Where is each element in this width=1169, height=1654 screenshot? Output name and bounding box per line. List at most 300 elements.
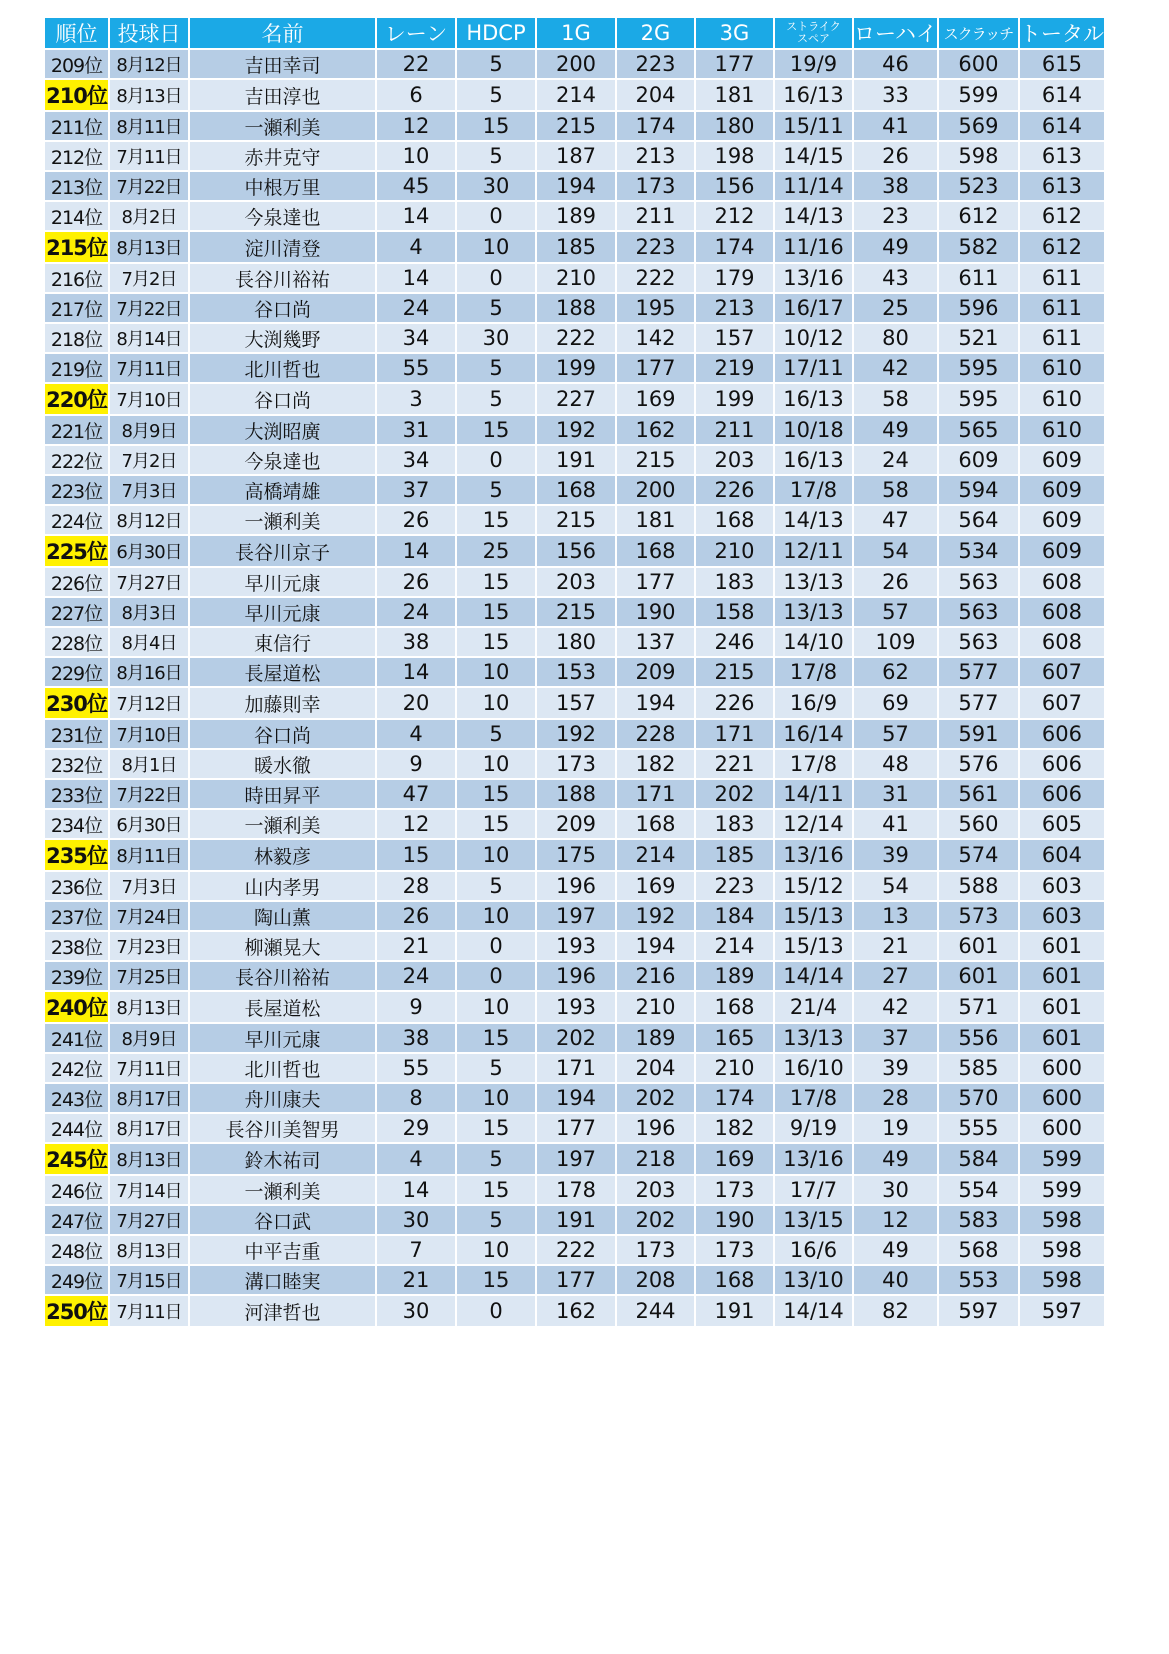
strike-spare-cell: 9/19: [775, 1114, 852, 1142]
game-2-cell: 192: [617, 902, 694, 930]
game-2-cell: 173: [617, 1236, 694, 1264]
game-1-cell: 197: [537, 902, 615, 930]
total-cell: 611: [1020, 324, 1104, 352]
game-1-cell: 197: [537, 1144, 615, 1174]
table-row: [45, 416, 1104, 444]
rank-cell: 243位: [45, 1084, 108, 1112]
hdcp-cell: 15: [457, 780, 535, 808]
low-high-cell: 31: [854, 780, 937, 808]
strike-spare-cell: 11/14: [775, 172, 852, 200]
game-3-cell: 174: [696, 232, 773, 262]
lane-cell: 10: [377, 142, 455, 170]
hdcp-cell: 15: [457, 1266, 535, 1294]
total-cell: 600: [1020, 1054, 1104, 1082]
game-2-cell: 214: [617, 840, 694, 870]
name-cell: 暖水徹: [190, 750, 375, 778]
game-2-cell: 162: [617, 416, 694, 444]
scratch-cell: 534: [939, 536, 1018, 566]
table-row: [45, 476, 1104, 504]
game-3-cell: 223: [696, 872, 773, 900]
hdcp-cell: 5: [457, 476, 535, 504]
hdcp-cell: 10: [457, 902, 535, 930]
lane-cell: 14: [377, 1176, 455, 1204]
date-cell: 8月9日: [110, 416, 188, 444]
date-cell: 8月11日: [110, 840, 188, 870]
rank-cell: 214位: [45, 202, 108, 230]
table-row: [45, 902, 1104, 930]
game-3-cell: 168: [696, 506, 773, 534]
game-3-cell: 182: [696, 1114, 773, 1142]
game-2-cell: 203: [617, 1176, 694, 1204]
name-cell: 加藤則幸: [190, 688, 375, 718]
rank-cell: 244位: [45, 1114, 108, 1142]
low-high-cell: 39: [854, 840, 937, 870]
scratch-cell: 576: [939, 750, 1018, 778]
date-cell: 7月15日: [110, 1266, 188, 1294]
total-cell: 614: [1020, 112, 1104, 140]
game-1-cell: 153: [537, 658, 615, 686]
lane-cell: 34: [377, 324, 455, 352]
header-game-1: 1G: [537, 18, 615, 48]
lane-cell: 26: [377, 902, 455, 930]
game-2-cell: 213: [617, 142, 694, 170]
game-1-cell: 196: [537, 872, 615, 900]
scratch-cell: 582: [939, 232, 1018, 262]
name-cell: 河津哲也: [190, 1296, 375, 1326]
game-3-cell: 226: [696, 476, 773, 504]
low-high-cell: 82: [854, 1296, 937, 1326]
lane-cell: 30: [377, 1206, 455, 1234]
name-cell: 長谷川京子: [190, 536, 375, 566]
name-cell: 谷口尚: [190, 384, 375, 414]
name-cell: 長谷川裕祐: [190, 962, 375, 990]
low-high-cell: 58: [854, 476, 937, 504]
name-cell: 早川元康: [190, 568, 375, 596]
hdcp-cell: 10: [457, 750, 535, 778]
rank-cell: 232位: [45, 750, 108, 778]
date-cell: 8月13日: [110, 80, 188, 110]
table-row: [45, 872, 1104, 900]
game-1-cell: 156: [537, 536, 615, 566]
total-cell: 600: [1020, 1114, 1104, 1142]
game-1-cell: 215: [537, 112, 615, 140]
rank-cell: 215位: [45, 232, 108, 262]
scratch-cell: 563: [939, 598, 1018, 626]
header-spare: スペア: [797, 32, 830, 45]
scratch-cell: 601: [939, 962, 1018, 990]
table-row: [45, 658, 1104, 686]
header-strike-spare: [775, 18, 852, 48]
game-1-cell: 187: [537, 142, 615, 170]
date-cell: 8月1日: [110, 750, 188, 778]
game-1-cell: 175: [537, 840, 615, 870]
game-3-cell: 189: [696, 962, 773, 990]
table-row: [45, 264, 1104, 292]
lane-cell: 21: [377, 1266, 455, 1294]
total-cell: 608: [1020, 628, 1104, 656]
game-3-cell: 183: [696, 568, 773, 596]
low-high-cell: 25: [854, 294, 937, 322]
game-1-cell: 215: [537, 598, 615, 626]
game-3-cell: 214: [696, 932, 773, 960]
scratch-cell: 588: [939, 872, 1018, 900]
name-cell: 淀川清登: [190, 232, 375, 262]
low-high-cell: 39: [854, 1054, 937, 1082]
lane-cell: 26: [377, 568, 455, 596]
rank-cell: 227位: [45, 598, 108, 626]
date-cell: 6月30日: [110, 536, 188, 566]
name-cell: 舟川康夫: [190, 1084, 375, 1112]
total-cell: 609: [1020, 506, 1104, 534]
rank-cell: 236位: [45, 872, 108, 900]
table-row: [45, 50, 1104, 78]
hdcp-cell: 0: [457, 264, 535, 292]
total-cell: 612: [1020, 232, 1104, 262]
game-2-cell: 169: [617, 872, 694, 900]
game-2-cell: 210: [617, 992, 694, 1022]
table-row: [45, 1084, 1104, 1112]
game-3-cell: 157: [696, 324, 773, 352]
game-3-cell: 177: [696, 50, 773, 78]
scratch-cell: 598: [939, 142, 1018, 170]
low-high-cell: 62: [854, 658, 937, 686]
name-cell: 長谷川美智男: [190, 1114, 375, 1142]
game-2-cell: 177: [617, 354, 694, 382]
total-cell: 614: [1020, 80, 1104, 110]
scratch-cell: 612: [939, 202, 1018, 230]
game-3-cell: 226: [696, 688, 773, 718]
scratch-cell: 553: [939, 1266, 1018, 1294]
hdcp-cell: 0: [457, 446, 535, 474]
scratch-cell: 570: [939, 1084, 1018, 1112]
lane-cell: 31: [377, 416, 455, 444]
game-2-cell: 244: [617, 1296, 694, 1326]
low-high-cell: 49: [854, 1236, 937, 1264]
name-cell: 今泉達也: [190, 202, 375, 230]
hdcp-cell: 15: [457, 112, 535, 140]
lane-cell: 37: [377, 476, 455, 504]
strike-spare-cell: 13/16: [775, 840, 852, 870]
scratch-cell: 595: [939, 384, 1018, 414]
table-row: [45, 932, 1104, 960]
total-cell: 605: [1020, 810, 1104, 838]
game-2-cell: 228: [617, 720, 694, 748]
total-cell: 601: [1020, 962, 1104, 990]
game-1-cell: 196: [537, 962, 615, 990]
scratch-cell: 597: [939, 1296, 1018, 1326]
game-1-cell: 157: [537, 688, 615, 718]
low-high-cell: 28: [854, 1084, 937, 1112]
scratch-cell: 554: [939, 1176, 1018, 1204]
hdcp-cell: 10: [457, 1236, 535, 1264]
scratch-cell: 521: [939, 324, 1018, 352]
low-high-cell: 41: [854, 112, 937, 140]
game-2-cell: 218: [617, 1144, 694, 1174]
lane-cell: 12: [377, 810, 455, 838]
date-cell: 7月11日: [110, 1054, 188, 1082]
name-cell: 柳瀬晃大: [190, 932, 375, 960]
hdcp-cell: 15: [457, 1176, 535, 1204]
strike-spare-cell: 17/7: [775, 1176, 852, 1204]
scratch-cell: 556: [939, 1024, 1018, 1052]
hdcp-cell: 15: [457, 568, 535, 596]
header-game-2: 2G: [617, 18, 694, 48]
strike-spare-cell: 21/4: [775, 992, 852, 1022]
table-row: [45, 294, 1104, 322]
total-cell: 607: [1020, 658, 1104, 686]
low-high-cell: 27: [854, 962, 937, 990]
name-cell: 赤井克守: [190, 142, 375, 170]
game-2-cell: 142: [617, 324, 694, 352]
game-2-cell: 174: [617, 112, 694, 140]
game-2-cell: 208: [617, 1266, 694, 1294]
total-cell: 607: [1020, 688, 1104, 718]
low-high-cell: 19: [854, 1114, 937, 1142]
hdcp-cell: 5: [457, 1144, 535, 1174]
date-cell: 8月14日: [110, 324, 188, 352]
low-high-cell: 40: [854, 1266, 937, 1294]
game-3-cell: 183: [696, 810, 773, 838]
name-cell: 長屋道松: [190, 992, 375, 1022]
table-row: [45, 1144, 1104, 1174]
rank-cell: 218位: [45, 324, 108, 352]
total-cell: 601: [1020, 992, 1104, 1022]
strike-spare-cell: 15/12: [775, 872, 852, 900]
rank-cell: 219位: [45, 354, 108, 382]
game-1-cell: 188: [537, 780, 615, 808]
table-row: [45, 1176, 1104, 1204]
header-hdcp: HDCP: [457, 18, 535, 48]
name-cell: 中根万里: [190, 172, 375, 200]
scratch-cell: 560: [939, 810, 1018, 838]
strike-spare-cell: 13/15: [775, 1206, 852, 1234]
game-3-cell: 169: [696, 1144, 773, 1174]
header-date: 投球日: [110, 18, 188, 48]
date-cell: 7月27日: [110, 1206, 188, 1234]
hdcp-cell: 10: [457, 688, 535, 718]
game-2-cell: 202: [617, 1084, 694, 1112]
name-cell: 中平吉重: [190, 1236, 375, 1264]
table-row: [45, 1054, 1104, 1082]
game-2-cell: 204: [617, 80, 694, 110]
strike-spare-cell: 13/13: [775, 598, 852, 626]
rank-cell: 242位: [45, 1054, 108, 1082]
strike-spare-cell: 13/10: [775, 1266, 852, 1294]
strike-spare-cell: 13/16: [775, 1144, 852, 1174]
game-2-cell: 200: [617, 476, 694, 504]
rank-cell: 226位: [45, 568, 108, 596]
date-cell: 8月12日: [110, 506, 188, 534]
date-cell: 8月13日: [110, 1236, 188, 1264]
game-1-cell: 185: [537, 232, 615, 262]
hdcp-cell: 0: [457, 1296, 535, 1326]
name-cell: 陶山薫: [190, 902, 375, 930]
game-1-cell: 177: [537, 1266, 615, 1294]
table-header: [45, 18, 1104, 48]
game-2-cell: 173: [617, 172, 694, 200]
rank-cell: 221位: [45, 416, 108, 444]
low-high-cell: 54: [854, 872, 937, 900]
header-scratch: スクラッチ: [939, 18, 1018, 48]
scratch-cell: 609: [939, 446, 1018, 474]
strike-spare-cell: 12/14: [775, 810, 852, 838]
date-cell: 7月14日: [110, 1176, 188, 1204]
name-cell: 今泉達也: [190, 446, 375, 474]
hdcp-cell: 10: [457, 658, 535, 686]
strike-spare-cell: 16/13: [775, 80, 852, 110]
game-1-cell: 227: [537, 384, 615, 414]
strike-spare-cell: 14/14: [775, 962, 852, 990]
lane-cell: 6: [377, 80, 455, 110]
ranking-table: [43, 16, 1106, 1328]
rank-cell: 217位: [45, 294, 108, 322]
low-high-cell: 57: [854, 720, 937, 748]
table-row: [45, 232, 1104, 262]
low-high-cell: 57: [854, 598, 937, 626]
hdcp-cell: 15: [457, 1024, 535, 1052]
table-row: [45, 142, 1104, 170]
game-2-cell: 215: [617, 446, 694, 474]
date-cell: 7月24日: [110, 902, 188, 930]
rank-cell: 245位: [45, 1144, 108, 1174]
date-cell: 7月23日: [110, 932, 188, 960]
hdcp-cell: 10: [457, 992, 535, 1022]
game-3-cell: 246: [696, 628, 773, 656]
total-cell: 599: [1020, 1144, 1104, 1174]
rank-cell: 235位: [45, 840, 108, 870]
low-high-cell: 49: [854, 416, 937, 444]
date-cell: 7月22日: [110, 294, 188, 322]
rank-cell: 211位: [45, 112, 108, 140]
scratch-cell: 563: [939, 628, 1018, 656]
game-3-cell: 210: [696, 536, 773, 566]
rank-cell: 248位: [45, 1236, 108, 1264]
total-cell: 613: [1020, 142, 1104, 170]
strike-spare-cell: 15/13: [775, 902, 852, 930]
table-row: [45, 506, 1104, 534]
lane-cell: 14: [377, 536, 455, 566]
low-high-cell: 21: [854, 932, 937, 960]
date-cell: 8月13日: [110, 232, 188, 262]
lane-cell: 24: [377, 962, 455, 990]
strike-spare-cell: 15/11: [775, 112, 852, 140]
lane-cell: 29: [377, 1114, 455, 1142]
hdcp-cell: 5: [457, 1054, 535, 1082]
strike-spare-cell: 16/6: [775, 1236, 852, 1264]
total-cell: 601: [1020, 1024, 1104, 1052]
hdcp-cell: 5: [457, 1206, 535, 1234]
scratch-cell: 573: [939, 902, 1018, 930]
strike-spare-cell: 17/8: [775, 750, 852, 778]
rank-cell: 239位: [45, 962, 108, 990]
scratch-cell: 563: [939, 568, 1018, 596]
low-high-cell: 69: [854, 688, 937, 718]
date-cell: 8月12日: [110, 50, 188, 78]
low-high-cell: 33: [854, 80, 937, 110]
total-cell: 604: [1020, 840, 1104, 870]
header-game-3: 3G: [696, 18, 773, 48]
strike-spare-cell: 11/16: [775, 232, 852, 262]
game-3-cell: 215: [696, 658, 773, 686]
name-cell: 一瀬利美: [190, 1176, 375, 1204]
table-row: [45, 628, 1104, 656]
header-lane: レーン: [377, 18, 455, 48]
game-1-cell: 199: [537, 354, 615, 382]
game-1-cell: 162: [537, 1296, 615, 1326]
hdcp-cell: 10: [457, 232, 535, 262]
rank-cell: 229位: [45, 658, 108, 686]
game-2-cell: 137: [617, 628, 694, 656]
game-1-cell: 192: [537, 416, 615, 444]
low-high-cell: 49: [854, 232, 937, 262]
game-3-cell: 212: [696, 202, 773, 230]
total-cell: 610: [1020, 354, 1104, 382]
low-high-cell: 38: [854, 172, 937, 200]
total-cell: 606: [1020, 780, 1104, 808]
rank-cell: 224位: [45, 506, 108, 534]
name-cell: 一瀬利美: [190, 810, 375, 838]
lane-cell: 38: [377, 628, 455, 656]
total-cell: 598: [1020, 1266, 1104, 1294]
table-row: [45, 962, 1104, 990]
date-cell: 7月22日: [110, 172, 188, 200]
game-2-cell: 182: [617, 750, 694, 778]
date-cell: 8月2日: [110, 202, 188, 230]
game-2-cell: 171: [617, 780, 694, 808]
hdcp-cell: 15: [457, 810, 535, 838]
game-1-cell: 180: [537, 628, 615, 656]
low-high-cell: 47: [854, 506, 937, 534]
table-row: [45, 202, 1104, 230]
table-body: [45, 50, 1104, 1326]
strike-spare-cell: 10/12: [775, 324, 852, 352]
table-row: [45, 384, 1104, 414]
date-cell: 7月11日: [110, 354, 188, 382]
total-cell: 612: [1020, 202, 1104, 230]
game-3-cell: 158: [696, 598, 773, 626]
table-row: [45, 1206, 1104, 1234]
lane-cell: 30: [377, 1296, 455, 1326]
date-cell: 8月13日: [110, 1144, 188, 1174]
game-3-cell: 180: [696, 112, 773, 140]
hdcp-cell: 5: [457, 384, 535, 414]
rank-cell: 247位: [45, 1206, 108, 1234]
low-high-cell: 30: [854, 1176, 937, 1204]
game-1-cell: 193: [537, 992, 615, 1022]
game-2-cell: 216: [617, 962, 694, 990]
table-row: [45, 720, 1104, 748]
game-3-cell: 156: [696, 172, 773, 200]
name-cell: 東信行: [190, 628, 375, 656]
scratch-cell: 565: [939, 416, 1018, 444]
hdcp-cell: 0: [457, 932, 535, 960]
hdcp-cell: 25: [457, 536, 535, 566]
game-1-cell: 173: [537, 750, 615, 778]
date-cell: 7月11日: [110, 142, 188, 170]
table-row: [45, 780, 1104, 808]
hdcp-cell: 10: [457, 840, 535, 870]
hdcp-cell: 10: [457, 1084, 535, 1112]
game-1-cell: 215: [537, 506, 615, 534]
game-2-cell: 196: [617, 1114, 694, 1142]
hdcp-cell: 5: [457, 354, 535, 382]
date-cell: 8月17日: [110, 1084, 188, 1112]
rank-cell: 222位: [45, 446, 108, 474]
lane-cell: 24: [377, 294, 455, 322]
lane-cell: 38: [377, 1024, 455, 1052]
scratch-cell: 523: [939, 172, 1018, 200]
header-rank: 順位: [45, 18, 108, 48]
